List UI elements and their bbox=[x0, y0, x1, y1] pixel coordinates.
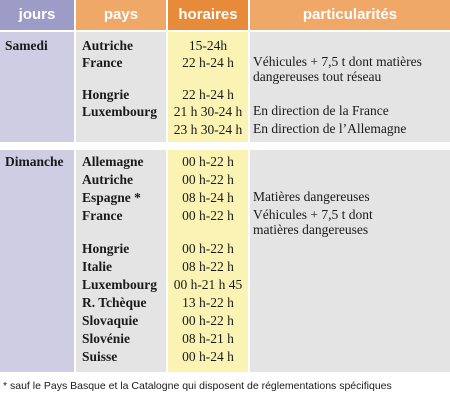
day-dimanche: Dimanche bbox=[5, 154, 64, 169]
table-row-pays: Slovaquie bbox=[82, 313, 139, 328]
table-row-particularite: En direction de l’Allemagne bbox=[253, 121, 407, 136]
table-row-horaire: 08 h-22 h bbox=[182, 259, 234, 274]
table-row-particularite: Matières dangereuses bbox=[253, 189, 370, 204]
table-row-horaire: 00 h-22 h bbox=[182, 241, 234, 256]
table-row-horaire: 00 h-22 h bbox=[182, 154, 234, 169]
section-divider bbox=[0, 142, 450, 150]
table-row-horaire: 15-24h bbox=[188, 38, 228, 53]
table-row-horaire: 08 h-24 h bbox=[182, 190, 234, 205]
table-row-horaire: 22 h-24 h bbox=[182, 55, 234, 70]
table-row-particularite: En direction de la France bbox=[253, 103, 389, 118]
table-row-horaire: 00 h-22 h bbox=[182, 208, 234, 223]
table-row-pays: Italie bbox=[82, 259, 112, 274]
table-row-pays: Espagne * bbox=[82, 190, 141, 205]
table-row-particularite: Véhicules + 7,5 t dont matières dangereuses bbox=[253, 207, 373, 237]
table-row-pays: France bbox=[82, 208, 123, 223]
table-row-pays: Slovénie bbox=[82, 331, 131, 346]
table-row-pays: Autriche bbox=[82, 172, 133, 187]
table-row-pays: R. Tchèque bbox=[82, 295, 147, 310]
table-row-pays: Luxembourg bbox=[82, 104, 158, 119]
table-row-horaire: 22 h-24 h bbox=[182, 87, 234, 102]
table-row-pays: Hongrie bbox=[82, 87, 130, 102]
table-row-horaire: 08 h-21 h bbox=[182, 331, 234, 346]
header-particularites: particularités bbox=[250, 0, 450, 30]
footnote: * sauf le Pays Basque et la Catalogne qui disposent de réglementations spécifiques bbox=[3, 380, 392, 392]
table-row-pays: Autriche bbox=[82, 38, 133, 53]
table-row-horaire: 21 h 30-24 h bbox=[173, 104, 243, 119]
table-row-pays: Allemagne bbox=[82, 154, 144, 169]
table-row-horaire: 00 h-24 h bbox=[182, 349, 234, 364]
table-row-pays: Luxembourg bbox=[82, 277, 158, 292]
table-row-pays: France bbox=[82, 55, 123, 70]
day-samedi: Samedi bbox=[5, 38, 48, 53]
header-horaires: horaires bbox=[168, 0, 248, 30]
table-row-horaire: 00 h-21 h 45 bbox=[173, 277, 243, 292]
table-row-horaire: 00 h-22 h bbox=[182, 172, 234, 187]
table-row-pays: Suisse bbox=[82, 349, 118, 364]
table-row-particularite: Véhicules + 7,5 t dont matières dangereuses tout réseau bbox=[253, 54, 422, 84]
table-row-pays: Hongrie bbox=[82, 241, 130, 256]
jours-column bbox=[0, 32, 74, 372]
header-jours: jours bbox=[0, 0, 74, 30]
table-row-horaire: 00 h-22 h bbox=[182, 313, 234, 328]
table-row-horaire: 13 h-22 h bbox=[182, 295, 234, 310]
header-pays: pays bbox=[76, 0, 166, 30]
table-row-horaire: 23 h 30-24 h bbox=[173, 122, 243, 137]
